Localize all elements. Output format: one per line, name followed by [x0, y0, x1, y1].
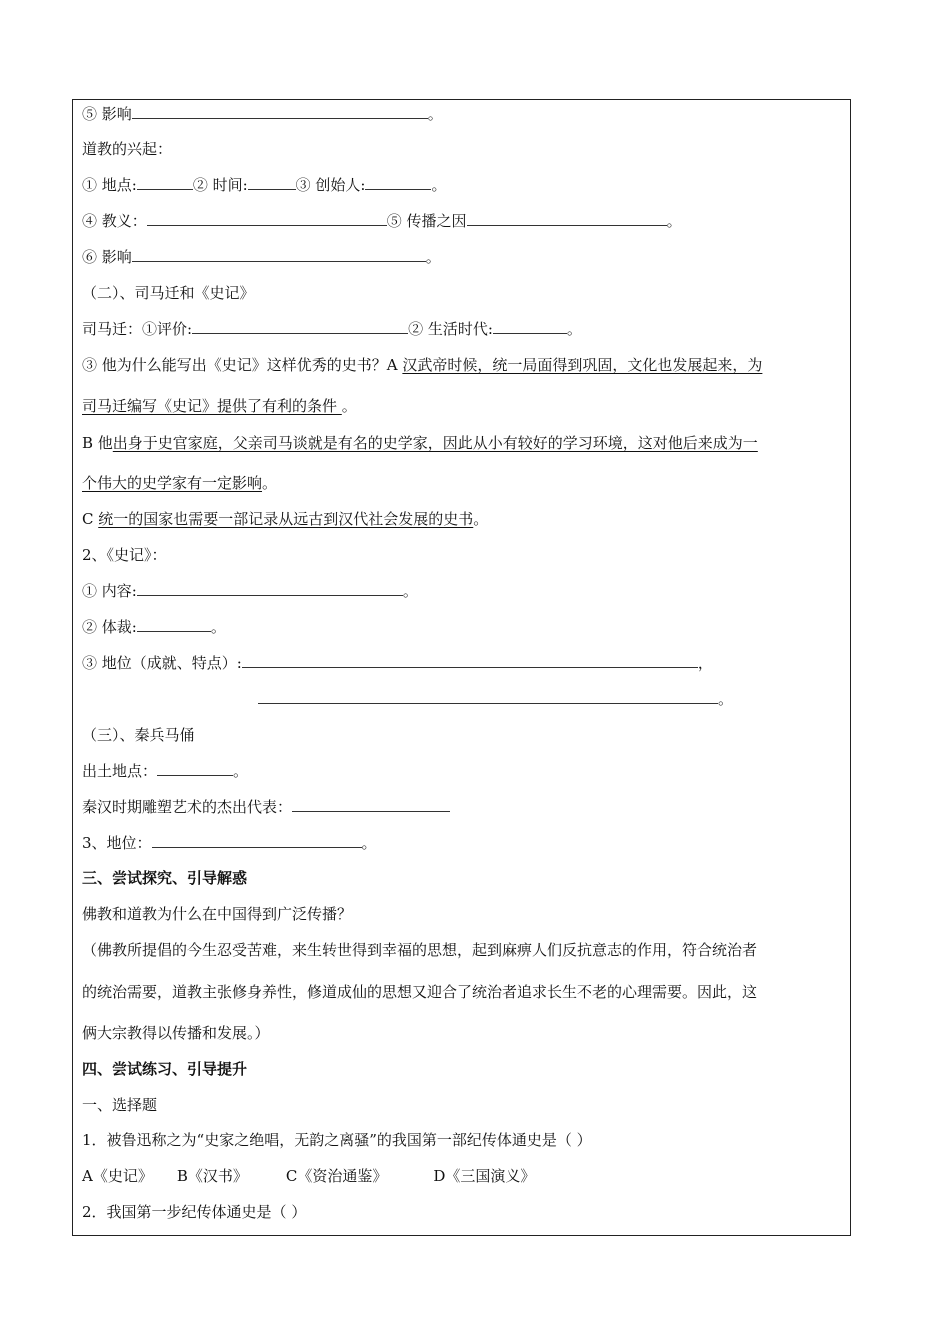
punct: 。 [262, 474, 278, 492]
line-why-shiji-b-cont [82, 473, 277, 493]
answer-blank[interactable] [258, 689, 718, 704]
label: ② 体裁: [82, 618, 137, 636]
label: ① 内容: [82, 582, 137, 600]
label: ⑤ 影响 [82, 105, 132, 123]
line-status [82, 833, 377, 853]
line-sculpture-representative [82, 797, 450, 817]
punct: 。 [341, 397, 357, 415]
option-c[interactable]: C《资治通鉴》 [285, 1167, 388, 1185]
line-why-shiji-c [82, 509, 488, 529]
punct: 。 [233, 762, 249, 780]
explore-question: 佛教和道教为什么在中国得到广泛传播？ [82, 905, 353, 923]
label-place: ① 地点: [82, 176, 137, 194]
punct: 。 [473, 510, 489, 528]
subheading-multiple-choice: 一、选择题 [82, 1096, 158, 1114]
option-b-label: B 他 [82, 434, 113, 452]
answer-blank[interactable] [152, 833, 362, 848]
label: 秦汉时期雕塑艺术的杰出代表： [82, 798, 293, 816]
question-1-options [82, 1166, 535, 1186]
label-time: ② 时间: [192, 176, 248, 194]
option-c-label: C [82, 510, 99, 528]
punct: 。 [427, 105, 443, 123]
section-heading-practice: 四、尝试练习、引导提升 [82, 1060, 248, 1078]
label: ⑥ 影响 [82, 248, 132, 266]
line-why-shiji-a-cont [82, 396, 357, 416]
explore-answer-line-1: （佛教所提倡的今生忍受苦难，来生转世得到幸福的思想，起到麻痹人们反抗意志的作用，符合统治者 [82, 941, 758, 959]
question-1: 1．被鲁迅称之为“史家之绝唱，无韵之离骚”的我国第一部纪传体通史是（ ） [82, 1131, 592, 1149]
line-why-shiji-b [82, 433, 758, 453]
answer-blank-era[interactable] [493, 319, 567, 334]
line-excavation-site [82, 761, 248, 781]
section-heading-explore: 三、尝试探究、引导解惑 [82, 869, 248, 887]
punct: 。 [402, 582, 418, 600]
punct: 。 [718, 690, 734, 708]
explore-answer-line-2: 的统治需要，道教主张修身养性，修道成仙的思想又迎合了统治者追求长生不老的心理需要。因此，这 [82, 983, 758, 1001]
punct: 。 [361, 834, 377, 852]
punct: 。 [425, 248, 441, 266]
option-b[interactable]: B《汉书》 [176, 1167, 248, 1185]
answer-blank[interactable] [137, 581, 403, 596]
line-shiji-content [82, 581, 418, 601]
answer-blank[interactable] [137, 617, 211, 632]
line-why-shiji-a [82, 355, 762, 375]
label-spread-reason: ⑤ 传播之因 [386, 212, 467, 230]
punct: 。 [666, 212, 682, 230]
option-d[interactable]: D《三国演义》 [433, 1167, 536, 1185]
heading-taoism-rise: 道教的兴起： [82, 140, 173, 158]
answer-blank-evaluation[interactable] [192, 319, 408, 334]
answer-blank[interactable] [242, 653, 698, 668]
heading-terracotta-army: （三）、秦兵马俑 [82, 726, 195, 744]
label: 出土地点： [82, 762, 158, 780]
option-a[interactable]: A《史记》 [82, 1167, 153, 1185]
label-evaluation: 司马迁：①评价: [82, 320, 193, 338]
line-shiji-status-cont [258, 689, 733, 709]
answer-c-text: 统一的国家也需要一部记录从远古到汉代社会发展的史书 [98, 510, 474, 528]
punct: 。 [431, 176, 447, 194]
label-doctrine: ④ 教义： [82, 212, 147, 230]
answer-blank[interactable] [157, 761, 233, 776]
answer-blank-spread-reason[interactable] [467, 211, 667, 226]
answer-a-text: 汉武帝时候，统一局面得到巩固，文化也发展起来，为 [402, 356, 763, 374]
heading-sima-qian: （二）、司马迁和《史记》 [82, 284, 255, 302]
line-sima-qian-evaluation [82, 319, 582, 339]
answer-b-text: 出身于史官家庭，父亲司马谈就是有名的史学家，因此从小有较好的学习环境，这对他后来成为一 [112, 434, 758, 452]
line-taoism-basics [82, 175, 447, 195]
line-shiji-genre [82, 617, 226, 637]
answer-blank-doctrine[interactable] [147, 211, 387, 226]
line-buddhism-influence [82, 104, 443, 124]
answer-blank[interactable] [132, 247, 426, 262]
answer-a-text-cont: 司马迁编写《史记》提供了有利的条件 [82, 397, 342, 415]
answer-blank-time[interactable] [248, 175, 296, 190]
label-era: ② 生活时代: [408, 320, 493, 338]
answer-blank[interactable] [132, 104, 428, 119]
explore-answer-line-3: 俩大宗教得以传播和发展。） [82, 1024, 270, 1042]
line-taoism-influence [82, 247, 441, 267]
question-text: ③ 他为什么能写出《史记》这样优秀的史书？A [82, 356, 403, 374]
answer-b-text-cont: 个伟大的史学家有一定影响 [82, 474, 263, 492]
punct: 。 [210, 618, 226, 636]
line-taoism-doctrine [82, 211, 682, 231]
label-founder: ③ 创始人: [295, 176, 366, 194]
label: ③ 地位（成就、特点）: [82, 654, 242, 672]
line-shiji-status [82, 653, 713, 673]
heading-shiji: 2、《史记》： [82, 546, 167, 564]
question-2: 2．我国第一步纪传体通史是（ ） [82, 1203, 307, 1221]
label: 3、地位： [82, 834, 152, 852]
punct: 。 [566, 320, 582, 338]
answer-blank[interactable] [292, 797, 450, 812]
answer-blank-place[interactable] [137, 175, 193, 190]
answer-blank-founder[interactable] [365, 175, 431, 190]
punct: ， [697, 654, 713, 672]
